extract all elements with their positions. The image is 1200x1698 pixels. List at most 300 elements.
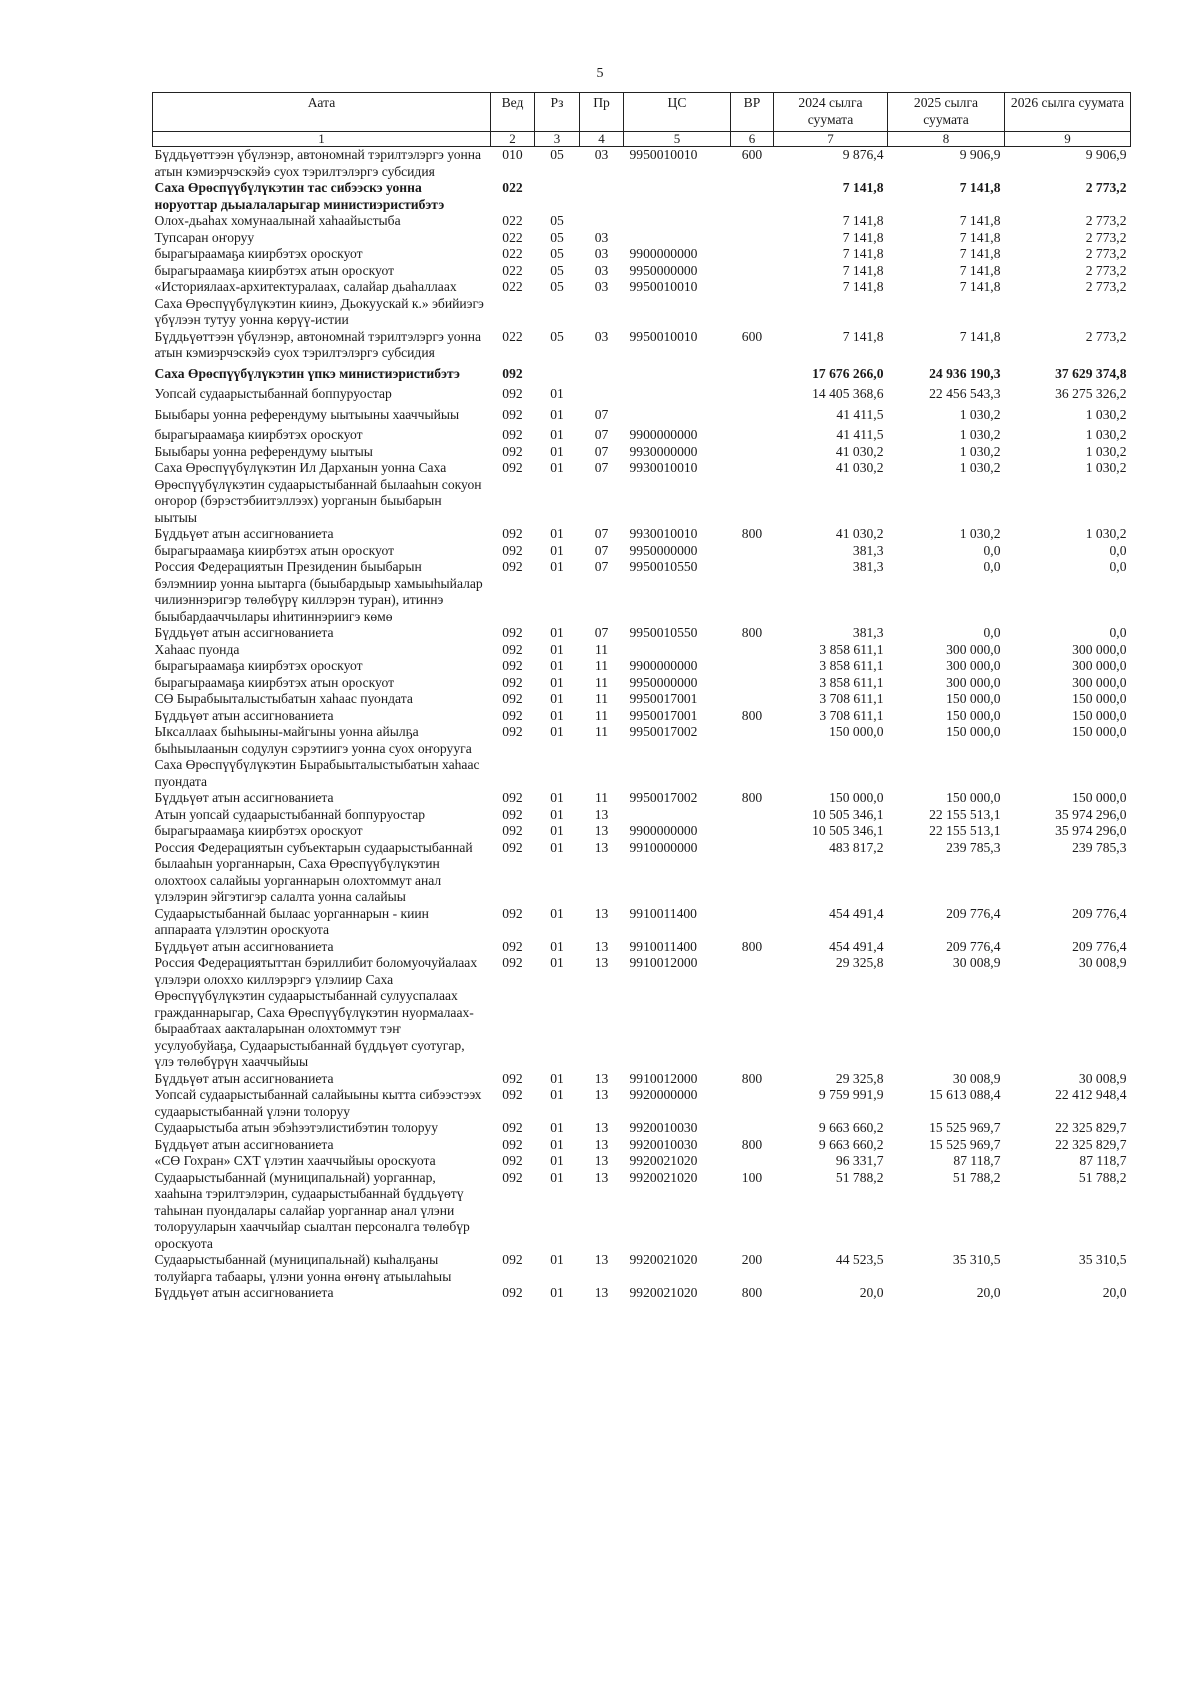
table-row: [153, 939, 1131, 956]
row-name: бырагыраамаҕа киирбэтэх ороскуот: [154, 246, 363, 261]
row-2025: 15 525 969,7: [929, 1120, 1001, 1135]
row-2024: 3 708 611,1: [819, 691, 884, 706]
row-vr: 100: [741, 1169, 763, 1185]
row-pr: 07: [594, 526, 609, 541]
table-row: [153, 444, 1131, 461]
row-vr: [731, 543, 774, 560]
table-row: [153, 807, 1131, 824]
row-name: Россия Федерациятын Президенин быыбарын бэлэмниир уонна ыытарга (быыбардыыр хамыыһыйалар чилиэннэригэр төлөбүрү киллэрэн туран), итиннэ быыбардааччылары иһитиннэриигэ көмө: [154, 559, 483, 624]
row-2026: 87 118,7: [1079, 1153, 1127, 1168]
row-ved: 092: [502, 386, 523, 401]
row-2024: 7 141,8: [842, 213, 884, 228]
row-cs: 9930010010: [629, 526, 698, 541]
row-vr: 600: [741, 328, 763, 344]
row-2026: 2 773,2: [1085, 246, 1127, 261]
row-pr: 11: [594, 691, 609, 706]
row-cs: 9910011400: [629, 938, 697, 954]
row-vr: 600: [741, 147, 763, 162]
row-2026: 30 008,9: [1078, 1070, 1127, 1086]
row-2025: 22 155 513,1: [929, 823, 1001, 838]
row-rz: 05: [550, 147, 564, 162]
table-row: [153, 675, 1131, 692]
row-2024: 17 676 266,0: [812, 365, 884, 381]
row-2026: 2 773,2: [1085, 229, 1127, 245]
row-2026: 2 773,2: [1085, 213, 1127, 228]
row-ved: 092: [502, 707, 523, 723]
row-2026: 2 773,2: [1085, 262, 1127, 278]
row-cs: 9950010550: [629, 559, 698, 574]
row-vr: 800: [741, 526, 763, 541]
row-name: СӨ Бырабыыталыстыбатын хаһаас пуондата: [154, 691, 413, 706]
row-ved: 010: [502, 147, 523, 162]
row-2026: 2 773,2: [1085, 279, 1127, 294]
row-ved: 092: [502, 559, 523, 574]
row-2024: 381,3: [852, 625, 884, 640]
row-vr: [731, 724, 774, 790]
row-ved: 092: [502, 905, 523, 921]
row-2025: 1 030,2: [959, 406, 1001, 422]
row-2025: 150 000,0: [946, 724, 1001, 739]
row-pr: 07: [594, 406, 609, 422]
row-ved: 092: [502, 658, 523, 673]
row-2024: 3 858 611,1: [819, 641, 884, 657]
page-number: 5: [596, 66, 604, 81]
row-name: Бүддьүөт атын ассигнованиета: [154, 790, 334, 805]
row-rz: 05: [550, 279, 564, 294]
row-2026: 51 788,2: [1078, 1169, 1127, 1185]
row-2025: 7 141,8: [959, 279, 1001, 294]
row-2024: 44 523,5: [835, 1252, 884, 1267]
row-rz: 01: [550, 658, 564, 673]
table-row: [153, 1137, 1131, 1154]
row-rz: 01: [550, 1070, 564, 1086]
row-pr: 03: [594, 147, 609, 162]
row-pr: 11: [594, 658, 609, 673]
row-rz: 01: [550, 938, 564, 954]
row-pr: 13: [594, 823, 609, 838]
row-ved: 092: [502, 427, 523, 442]
row-ved: 092: [502, 542, 523, 558]
row-pr: 13: [594, 1153, 609, 1168]
row-pr: [580, 362, 624, 387]
table-row: [153, 691, 1131, 708]
row-cs: 9900000000: [629, 246, 698, 261]
header-num-4: 4: [580, 132, 624, 147]
row-name: Судаарыстыбаннай былаас уорганнарын - киин аппараата үлэлэтин ороскуота: [154, 905, 429, 937]
row-ved: 092: [502, 406, 523, 422]
row-2026: 1 030,2: [1085, 526, 1127, 541]
header-2026: 2026 сылга суумата: [1005, 93, 1131, 132]
row-2025: 1 030,2: [959, 526, 1001, 541]
row-pr: [580, 386, 624, 403]
row-pr: 03: [594, 328, 609, 344]
row-ved: 022: [502, 279, 523, 294]
row-name: Ыксаллаах быһыыны-майгыны уонна айылҕа быһыылаанын содулун сэрэтиигэ уонна суох оҥорууга Саха Өрөспүүбүлүкэтин Бырабыыталыстыбатын хаһаас пуондата: [154, 724, 480, 789]
row-2025: 51 788,2: [952, 1169, 1001, 1185]
row-2026: 35 310,5: [1078, 1252, 1127, 1267]
row-pr: 13: [594, 1169, 609, 1185]
row-2024: 3 708 611,1: [819, 707, 884, 723]
row-name: Олох-дьаһах хомунаалынай хаһаайыстыба: [154, 213, 401, 228]
header-ved: Вед: [491, 93, 535, 132]
row-name: Уопсай судаарыстыбаннай салайыыны кытта сибээстээх судаарыстыбаннай үлэни толоруу: [154, 1087, 482, 1119]
row-cs: [624, 403, 731, 428]
row-cs: 9950010010: [629, 279, 698, 294]
row-name: Уопсай судаарыстыбаннай боппуруостар: [154, 386, 392, 401]
row-cs: 9910012000: [629, 1070, 698, 1086]
row-cs: 9920000000: [629, 1087, 698, 1102]
row-2026: 0,0: [1109, 542, 1127, 558]
row-ved: 092: [502, 365, 523, 381]
row-2024: 41 030,2: [835, 526, 884, 541]
row-2024: 41 030,2: [835, 460, 884, 475]
row-pr: 07: [594, 443, 609, 459]
row-cs: 9900000000: [629, 427, 698, 442]
row-rz: 01: [550, 625, 564, 640]
row-2024: 7 141,8: [842, 279, 884, 294]
table-row: [153, 823, 1131, 840]
table-row: [153, 840, 1131, 906]
row-2025: 30 008,9: [952, 1070, 1001, 1086]
row-name: Бүддьүөт атын ассигнованиета: [154, 1136, 334, 1152]
row-pr: 03: [594, 229, 609, 245]
table-row: [153, 403, 1131, 428]
row-cs: 9950010550: [629, 625, 698, 640]
row-rz: [535, 180, 580, 213]
row-rz: 05: [550, 246, 564, 261]
table-row: [153, 329, 1131, 362]
row-pr: 07: [594, 559, 609, 574]
row-rz: 05: [550, 213, 564, 228]
row-vr: 800: [741, 1070, 763, 1086]
row-vr: [731, 403, 774, 428]
row-2026: 300 000,0: [1072, 674, 1127, 690]
row-vr: [731, 658, 774, 675]
row-2026: 209 776,4: [1072, 938, 1127, 954]
row-cs: [624, 213, 731, 230]
budget-table: [152, 92, 1131, 1302]
row-pr: 13: [594, 806, 609, 822]
row-vr: [731, 246, 774, 263]
row-2026: 35 974 296,0: [1055, 806, 1127, 822]
row-cs: 9950017001: [629, 707, 698, 723]
row-2026: 150 000,0: [1072, 707, 1127, 723]
row-2025: 150 000,0: [946, 707, 1001, 723]
table-header: [153, 93, 1131, 147]
row-2026: 239 785,3: [1072, 839, 1127, 855]
row-2024: 7 141,8: [842, 246, 884, 261]
row-2025: 15 525 969,7: [929, 1136, 1001, 1152]
row-2025: 300 000,0: [946, 674, 1001, 690]
table-row: [153, 147, 1131, 181]
header-cs: ЦС: [624, 93, 731, 132]
table-body: [153, 147, 1131, 1302]
row-vr: [731, 213, 774, 230]
row-ved: 092: [502, 1169, 523, 1185]
row-ved: 092: [502, 790, 523, 805]
row-cs: [624, 180, 731, 213]
row-vr: [731, 263, 774, 280]
row-2024: 41 411,5: [836, 427, 884, 442]
row-2024: 381,3: [852, 559, 884, 574]
row-cs: 9950010010: [629, 328, 698, 344]
row-cs: 9950017002: [629, 724, 698, 739]
row-rz: 01: [550, 691, 564, 706]
table-row: [153, 1071, 1131, 1088]
row-pr: 13: [594, 905, 609, 921]
row-rz: 01: [550, 674, 564, 690]
row-2026: 300 000,0: [1072, 658, 1127, 673]
row-name: Тупсаран оҥоруу: [154, 229, 255, 245]
table-row: [153, 386, 1131, 403]
row-vr: 800: [741, 1136, 763, 1152]
row-2024: 483 817,2: [829, 839, 884, 855]
row-name: Бүддьүөт атын ассигнованиета: [154, 707, 334, 723]
row-ved: 092: [502, 691, 523, 706]
row-name: бырагыраамаҕа киирбэтэх ороскуот: [154, 823, 363, 838]
row-2025: 0,0: [983, 625, 1001, 640]
row-2024: 7 141,8: [842, 262, 884, 278]
table-row: [153, 526, 1131, 543]
header-num-8: 8: [888, 132, 1005, 147]
row-ved: 092: [502, 1120, 523, 1135]
table-row: [153, 246, 1131, 263]
row-ved: 092: [502, 460, 523, 475]
row-cs: 9910000000: [629, 839, 698, 855]
row-2026: 37 629 374,8: [1055, 365, 1127, 381]
row-rz: 01: [550, 724, 564, 739]
row-cs: 9920021020: [629, 1169, 698, 1185]
row-vr: [731, 230, 774, 247]
row-vr: 800: [741, 790, 763, 805]
row-cs: 9950000000: [629, 542, 698, 558]
row-cs: 9930010010: [629, 460, 698, 475]
row-2025: 7 141,8: [959, 328, 1001, 344]
row-cs: 9930000000: [629, 443, 698, 459]
row-vr: 800: [741, 707, 763, 723]
row-cs: 9920010030: [629, 1120, 698, 1135]
row-cs: [624, 807, 731, 824]
row-2025: 239 785,3: [946, 839, 1001, 855]
row-2024: 150 000,0: [829, 790, 884, 805]
row-2026: 22 325 829,7: [1055, 1136, 1127, 1152]
row-2026: 30 008,9: [1078, 955, 1127, 970]
row-name: Хаһаас пуонда: [154, 641, 240, 657]
table-row: [153, 708, 1131, 725]
row-rz: 01: [550, 1285, 564, 1300]
row-vr: [731, 675, 774, 692]
table-row: [153, 543, 1131, 560]
table-row: [153, 642, 1131, 659]
row-2024: 150 000,0: [829, 724, 884, 739]
row-name: Быыбары уонна референдуму ыытыыны хааччыйыы: [154, 406, 460, 422]
header-num-7: 7: [774, 132, 888, 147]
row-2026: 1 030,2: [1085, 406, 1127, 422]
row-vr: [731, 840, 774, 906]
row-2025: 1 030,2: [959, 427, 1001, 442]
row-name: Бүддьүөттээн үбүлэнэр, автономнай тэрилтэлэргэ уонна атын кэмиэрчэскэйэ суох тэрилтэлэргэ субсидия: [154, 147, 482, 179]
row-rz: 01: [550, 1087, 564, 1102]
row-vr: [731, 691, 774, 708]
row-ved: 092: [502, 625, 523, 640]
row-vr: [731, 1153, 774, 1170]
row-pr: [580, 213, 624, 230]
row-2024: 41 030,2: [835, 443, 884, 459]
row-2024: 9 663 660,2: [818, 1136, 884, 1152]
row-rz: 01: [550, 542, 564, 558]
row-vr: [731, 1120, 774, 1137]
header-pr: Пр: [580, 93, 624, 132]
row-vr: [731, 807, 774, 824]
table-row: [153, 906, 1131, 939]
row-pr: 13: [594, 1070, 609, 1086]
row-pr: 11: [594, 790, 609, 805]
row-cs: [624, 642, 731, 659]
row-name: Россия Федерациятын субъектарын судаарыстыбаннай былааһын уорганнарын, Саха Өрөспүүбүлүкэтин олохтоох салайыы уорганнарын олохтоммут анал үлэлэрин эйгэтигэр салалта уонна салайыы: [154, 839, 473, 904]
row-rz: 01: [550, 1153, 564, 1168]
table-row: [153, 955, 1131, 1071]
table-row: [153, 790, 1131, 807]
row-2024: 9 876,4: [842, 147, 884, 162]
row-name: бырагыраамаҕа киирбэтэх ороскуот: [154, 427, 363, 442]
row-2026: 36 275 326,2: [1055, 386, 1127, 401]
row-ved: 022: [502, 229, 523, 245]
row-2025: 300 000,0: [946, 658, 1001, 673]
row-2025: 22 456 543,3: [929, 386, 1001, 401]
row-ved: 092: [502, 526, 523, 541]
row-2024: 41 411,5: [836, 406, 884, 422]
row-2026: 22 412 948,4: [1055, 1087, 1127, 1102]
header-rz: Рз: [535, 93, 580, 132]
row-vr: [731, 180, 774, 213]
row-2025: 209 776,4: [946, 905, 1001, 921]
row-pr: 13: [594, 955, 609, 970]
row-cs: 9950000000: [629, 674, 698, 690]
row-ved: 092: [502, 443, 523, 459]
row-ved: 022: [502, 262, 523, 278]
row-rz: 01: [550, 526, 564, 541]
row-cs: 9920021020: [629, 1153, 698, 1168]
header-num-9: 9: [1005, 132, 1131, 147]
row-cs: 9910011400: [629, 905, 697, 921]
row-rz: 01: [550, 839, 564, 855]
table-row: [153, 559, 1131, 625]
row-name: Бүддьүөт атын ассигнованиета: [154, 1070, 334, 1086]
table-row: [153, 279, 1131, 329]
row-pr: 13: [594, 1087, 609, 1102]
row-rz: 01: [550, 905, 564, 921]
row-rz: 01: [550, 443, 564, 459]
row-pr: 11: [594, 674, 609, 690]
row-2025: 30 008,9: [952, 955, 1001, 970]
row-pr: 03: [594, 246, 609, 261]
row-2024: 7 141,8: [842, 229, 884, 245]
row-rz: 01: [550, 1120, 564, 1135]
header-vr: ВР: [731, 93, 774, 132]
row-rz: 01: [550, 460, 564, 475]
row-2025: 7 141,8: [959, 262, 1001, 278]
row-name: Судаарыстыбаннай (муниципальнай) уорганнар, хааһына тэрилтэлэрин, судаарыстыбаннай бүддьүөтү таһынан пуондалары салайар уорганнар анал үлэни толорууларын хааччыйар сыалтан персоналга төлөбүр ороскуота: [154, 1169, 470, 1251]
table-row: [153, 625, 1131, 642]
row-rz: 05: [550, 328, 564, 344]
row-2024: 10 505 346,1: [812, 823, 884, 838]
row-ved: 092: [502, 1136, 523, 1152]
row-vr: [731, 444, 774, 461]
row-2025: 0,0: [983, 559, 1001, 574]
row-2024: 29 325,8: [835, 955, 884, 970]
row-cs: 9950017001: [629, 691, 698, 706]
row-name: Бүддьүөттээн үбүлэнэр, автономнай тэрилтэлэргэ уонна атын кэмиэрчэскэйэ суох тэрилтэлэргэ субсидия: [154, 328, 482, 360]
row-pr: 07: [594, 625, 609, 640]
row-ved: 092: [502, 955, 523, 970]
row-cs: 9920021020: [629, 1252, 698, 1267]
row-2024: 454 491,4: [829, 938, 884, 954]
row-2025: 7 141,8: [959, 213, 1001, 228]
row-pr: 13: [594, 1120, 609, 1135]
row-vr: [731, 906, 774, 939]
row-2026: 1 030,2: [1085, 427, 1127, 442]
row-ved: 022: [502, 213, 523, 228]
header-2024: 2024 сылга суумата: [774, 93, 888, 132]
table-row: [153, 658, 1131, 675]
row-rz: [535, 362, 580, 387]
row-vr: [731, 386, 774, 403]
row-rz: 01: [550, 386, 564, 401]
row-vr: [731, 279, 774, 329]
table-row: [153, 724, 1131, 790]
row-2024: 9 759 991,9: [818, 1087, 884, 1102]
row-2025: 7 141,8: [959, 246, 1001, 261]
row-2026: 35 974 296,0: [1055, 823, 1127, 838]
row-2026: 9 906,9: [1085, 147, 1127, 162]
row-name: Судаарыстыба атын эбэһээтэлистибэтин толоруу: [154, 1120, 439, 1135]
row-2025: 35 310,5: [952, 1252, 1001, 1267]
row-pr: 13: [594, 1252, 609, 1267]
row-2024: 7 141,8: [842, 180, 884, 195]
row-ved: 092: [502, 1252, 523, 1267]
row-vr: 200: [741, 1252, 763, 1267]
row-name: Бүддьүөт атын ассигнованиета: [154, 526, 334, 541]
table-row: [153, 362, 1131, 387]
table-row: [153, 1170, 1131, 1253]
header-num-2: 2: [491, 132, 535, 147]
row-cs: 9900000000: [629, 823, 698, 838]
row-pr: 11: [594, 707, 609, 723]
row-2026: 209 776,4: [1072, 905, 1127, 921]
row-vr: [731, 823, 774, 840]
row-2025: 7 141,8: [959, 229, 1001, 245]
row-2026: 20,0: [1102, 1285, 1127, 1300]
row-name: Быыбары уонна референдуму ыытыы: [154, 443, 373, 459]
row-cs: 9900000000: [629, 658, 698, 673]
row-2025: 1 030,2: [959, 460, 1001, 475]
row-2026: 2 773,2: [1085, 180, 1127, 195]
row-name: Россия Федерациятыттан бэриллибит боломуочуйалаах үлэлэри олоххо киллэрэргэ үлэлиир Саха Өрөспүүбүлүкэтин судаарыстыбаннай сулууспалаах гражданнарыгар, Саха Өрөспүүбүлүкэтин нуормалаах-быраабтаах аакталарынан олохтоммут тэҥ усулуобуйаҕа, Судаарыстыбаннай бүддьүөт суотугар, үлэ төлөбүрүн хааччыйыы: [154, 955, 478, 1069]
row-name: Саха Өрөспүүбүлүкэтин тас сибээскэ уонна норуоттар дьыалаларыгар министиэристибэтэ: [154, 180, 445, 212]
row-2024: 20,0: [859, 1285, 884, 1300]
row-rz: 01: [550, 707, 564, 723]
table-row: [153, 1252, 1131, 1285]
table-row: [153, 180, 1131, 213]
row-rz: 01: [550, 823, 564, 838]
row-2024: 3 858 611,1: [819, 658, 884, 673]
table-row: [153, 460, 1131, 526]
row-name: Бүддьүөт атын ассигнованиета: [154, 625, 334, 640]
table-row: [153, 1153, 1131, 1170]
row-pr: 13: [594, 1136, 609, 1152]
row-ved: 092: [502, 938, 523, 954]
row-ved: 022: [502, 328, 523, 344]
